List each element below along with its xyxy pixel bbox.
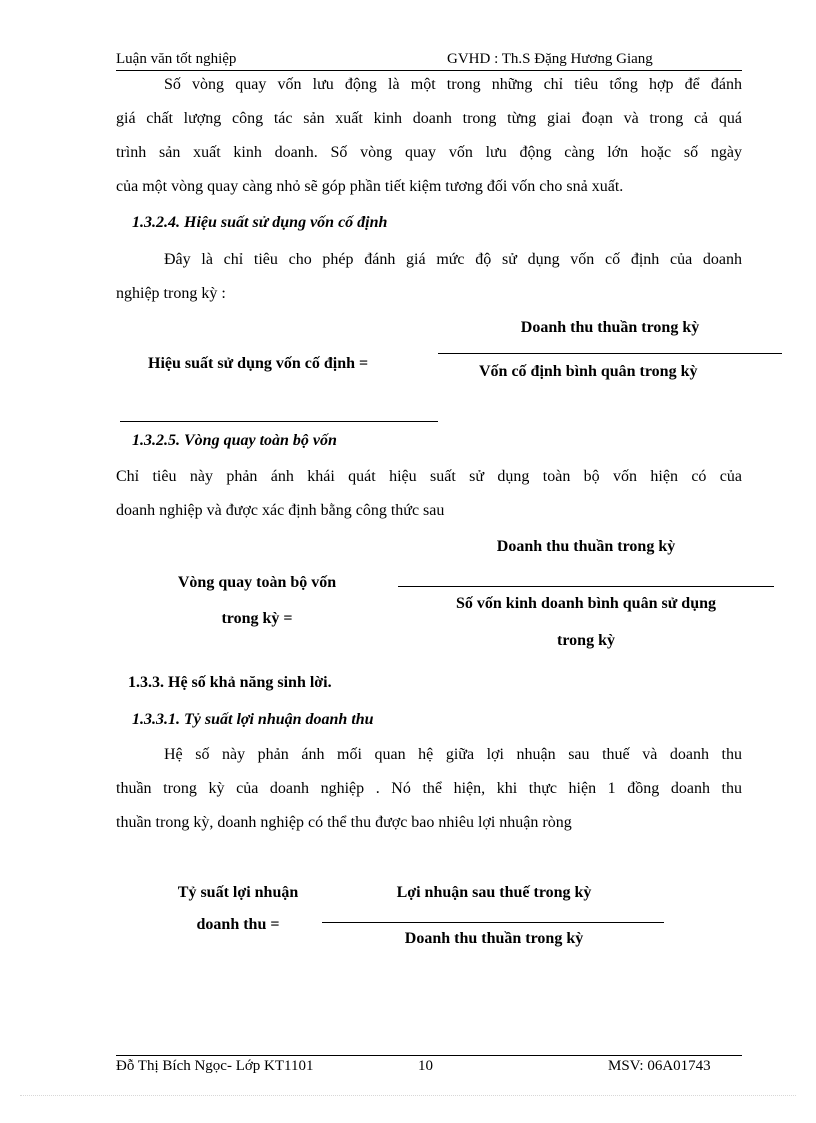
paragraph-line: Đây là chỉ tiêu cho phép đánh giá mức độ sử dụng vốn cố định của doanh — [164, 251, 742, 268]
formula3-lhs-line2: doanh thu = — [196, 916, 280, 933]
paragraph-line: nghiệp trong kỳ : — [116, 285, 226, 302]
formula3-lhs-line1: Tỷ suất lợi nhuận — [177, 884, 299, 901]
formula2-lhs-line1: Vòng quay toàn bộ vốn — [177, 574, 337, 591]
formula2-fraction-bar — [398, 586, 774, 587]
paragraph-line: doanh nghiệp và được xác định bằng công thức sau — [116, 502, 445, 519]
footer-rule — [116, 1055, 742, 1056]
formula2-lhs-line2: trong kỳ = — [221, 610, 293, 627]
formula1-denominator: Vốn cố định bình quân trong kỳ — [479, 363, 698, 380]
paragraph-line: trình sản xuất kinh doanh. Số vòng quay vốn lưu động càng lớn hoặc số ngày — [116, 144, 742, 161]
header-advisor: GVHD : Th.S Đặng Hương Giang — [447, 51, 653, 67]
formula1-lhs: Hiệu suất sử dụng vốn cố định = — [148, 355, 369, 372]
footer-student-id: MSV: 06A01743 — [608, 1058, 711, 1074]
formula2-numerator: Doanh thu thuần trong kỳ — [496, 538, 676, 555]
formula3-numerator: Lợi nhuận sau thuế trong kỳ — [396, 884, 592, 901]
formula3-fraction-bar — [322, 922, 664, 923]
section-heading-1324: 1.3.2.4. Hiệu suất sử dụng vốn cố định — [132, 214, 388, 231]
paragraph-line: thuần trong kỳ, doanh nghiệp có thể thu được bao nhiêu lợi nhuận ròng — [116, 814, 572, 831]
formula2-denominator-line2: trong kỳ — [557, 632, 615, 649]
formula1-fraction-bar — [438, 353, 782, 354]
separator-rule — [120, 421, 438, 422]
paragraph-line: thuần trong kỳ của doanh nghiệp . Nó thể hiện, khi thực hiện 1 đồng doanh thu — [116, 780, 742, 797]
paragraph-line: Số vòng quay vốn lưu động là một trong những chỉ tiêu tổng hợp để đánh — [164, 76, 742, 93]
header-thesis-title: Luận văn tốt nghiệp — [116, 51, 237, 67]
page-bottom-edge — [20, 1095, 796, 1096]
page-header — [116, 50, 742, 71]
footer-author: Đỗ Thị Bích Ngọc- Lớp KT1101 — [116, 1058, 314, 1074]
section-heading-1331: 1.3.3.1. Tỷ suất lợi nhuận doanh thu — [132, 711, 374, 728]
section-heading-1325: 1.3.2.5. Vòng quay toàn bộ vốn — [132, 432, 337, 449]
paragraph-line: của một vòng quay càng nhỏ sẽ góp phần tiết kiệm tương đối vốn cho snả xuất. — [116, 178, 624, 195]
section-heading-133: 1.3.3. Hệ số khả năng sinh lời. — [128, 674, 332, 691]
formula2-denominator-line1: Số vốn kinh doanh bình quân sử dụng — [456, 595, 716, 612]
page-number: 10 — [418, 1058, 433, 1074]
paragraph-line: giá chất lượng công tác sản xuất kinh doanh trong từng giai đoạn và trong cả quá — [116, 110, 742, 127]
paragraph-line: Chỉ tiêu này phản ánh khái quát hiệu suất sử dụng toàn bộ vốn hiện có của — [116, 468, 742, 485]
paragraph-line: Hệ số này phản ánh mối quan hệ giữa lợi nhuận sau thuế và doanh thu — [164, 746, 742, 763]
formula3-denominator: Doanh thu thuần trong kỳ — [404, 930, 584, 947]
formula1-numerator: Doanh thu thuần trong kỳ — [520, 319, 700, 336]
